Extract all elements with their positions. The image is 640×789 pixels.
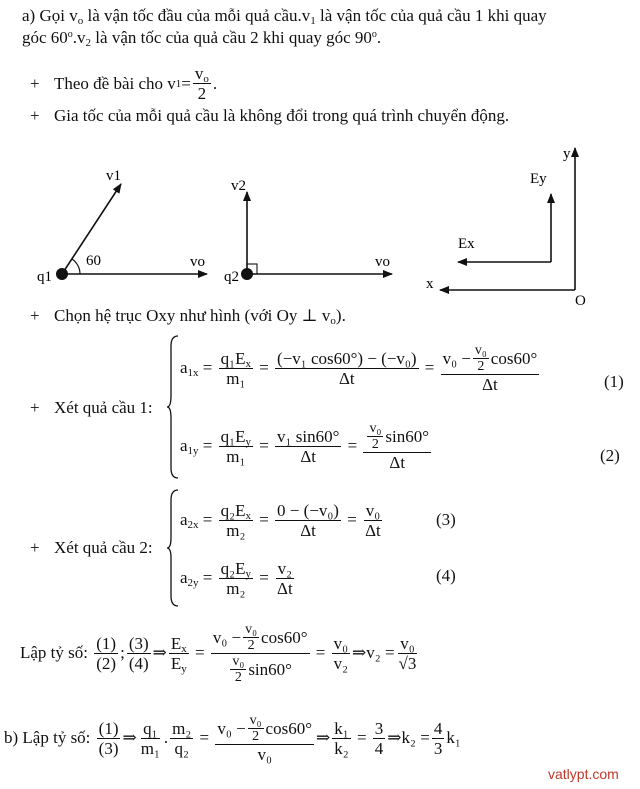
ball1-brace	[166, 334, 180, 480]
q1-label: q1	[37, 269, 52, 285]
equation-3-number: (3)	[436, 510, 456, 529]
ex-label: Ex	[458, 236, 475, 252]
intro-line-2: góc $60^o.v_2$ là vận tốc của quả cầu 2 khi quay góc 90$^o$.	[22, 28, 382, 49]
x-axis-label: x	[426, 276, 434, 292]
equation-1-number: (1)	[604, 372, 624, 391]
ball2-dot	[241, 268, 253, 280]
bullet-acceleration: + Gia tốc của mỗi quả cầu là không đổi trong quá trình chuyển động.	[30, 106, 510, 125]
watermark: vatlypt.com	[548, 766, 619, 782]
angle-label: 60	[86, 253, 101, 269]
axes-diagram	[426, 146, 586, 309]
equation-4: $a_{2y}$ = $\frac{q_2E_y}{\text{m₂}}$ = $\frac{\text{v₂}}{\Delta t}$	[180, 558, 293, 598]
ratio-1: Lập tỷ số: $\frac{(1)}{(2)}$ ; $\frac{(3)}{(4)}$ ⇒ $\frac{E_x}{E_y}$ = v₀ − $\frac{\text{v₀}}{2}$ cos60° $\frac{\text{v₀}}{2}$ sin60° = $\frac{\text{v₀}}{\text{v₂}}$ ⇒ v₂ = $\frac{\text{v₀}}{√3}$	[20, 621, 417, 685]
vector-diagram	[0, 140, 640, 310]
q2-label: q2	[224, 269, 239, 285]
ey-label: Ey	[530, 171, 547, 187]
equation-3: $a_{2x}$ = $\frac{q_2E_x}{\text{m₂}}$ = $\frac{\text{0 − (−v₀)}}{\Delta t}$ = $\frac{\text{v₀}}{\Delta t}$	[180, 500, 381, 540]
ball2-diagram	[224, 178, 392, 285]
equation-2: $a_{1y}$ = $\frac{q_1E_y}{\text{m₁}}$ = $\frac{\text{v₁ sin60°}}{\Delta t}$ = $\frac{\text{v₀}}{2}$ sin60° Δt	[180, 420, 429, 472]
equation-1: $a_{1x}$ = $\frac{q_1E_x}{\text{m₁}}$ = $\frac{\text{(−v₁ cos60°) − (−v₀)}}{\Delta t}$ = v₀ − $\frac{\text{v₀}}{2}$ cos60° Δt	[180, 342, 538, 394]
v1-label: v1	[106, 168, 121, 184]
v2-label: v2	[231, 178, 246, 194]
ball1-label: + Xét quả cầu 1:	[30, 398, 153, 417]
ball1-dot	[56, 268, 68, 280]
bullet-axes: + Chọn hệ trục Oxy như hình (với Oy ⊥ $v_o$).	[30, 306, 346, 327]
bullet-given: + Theo đề bài cho v 1 = $\frac{v_o}{2}$ .	[30, 64, 218, 103]
vo-label-1: vo	[190, 254, 205, 270]
ball1-diagram	[37, 168, 207, 285]
equation-2-number: (2)	[600, 446, 620, 465]
equation-4-number: (4)	[436, 566, 456, 585]
intro-line-1: a) Gọi $v_o$ là vận tốc đầu của mỗi quả $cầu.v_1$ là vận tốc của quả cầu 1 khi quay	[22, 6, 547, 27]
ball2-label: + Xét quả cầu 2:	[30, 538, 153, 557]
v1-fraction: $\frac{v_o}{2}$	[194, 64, 209, 103]
origin-label: O	[575, 293, 586, 309]
ratio-2: b) Lập tỷ số: $\frac{(1)}{(3)}$ ⇒ $\frac{\text{q₁}}{\text{m₁}}$ . $\frac{\text{m₂}}{\text{q₂}}$ = v₀ − $\frac{\text{v₀}}{2}$ cos60° v₀ ⇒ $\frac{\text{k₁}}{\text{k₂}}$ = $\frac{3}{4}$ ⇒ k₂ = $\frac{4}{3}$ k₁	[4, 712, 461, 764]
vo-label-2: vo	[375, 254, 390, 270]
ball2-brace	[166, 488, 180, 608]
y-axis-label: y	[563, 146, 571, 162]
